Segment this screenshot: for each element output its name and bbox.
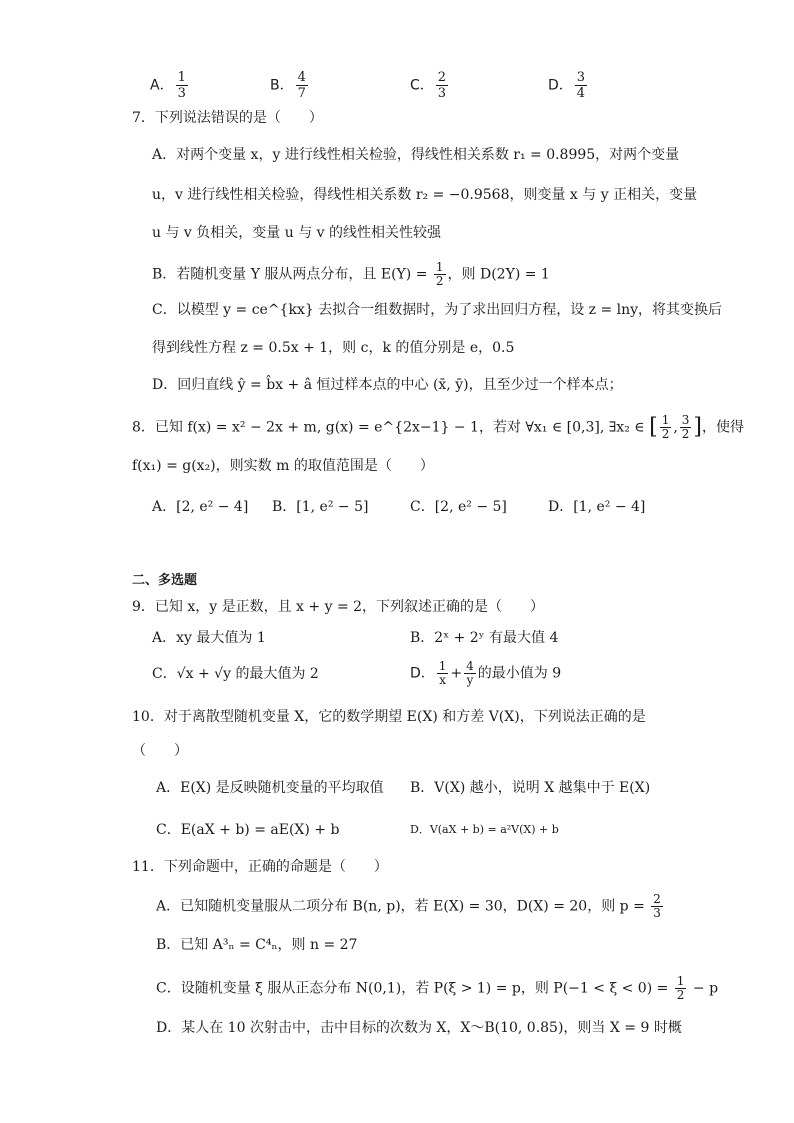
q7-option-a-line3: u 与 v 负相关，变量 u 与 v 的线性相关性较强 — [152, 225, 442, 241]
fraction: $\frac{1}{2}$ — [661, 413, 670, 441]
q7-option-b: B．若随机变量 Y 服从两点分布，且 E(Y) = $\frac{1}{2}$ ，则 D(2Y) = 1 — [152, 260, 550, 288]
q8-option-b: B．[1, e² − 5] — [272, 499, 369, 515]
q10-stem: 10．对于离散型随机变量 X，它的数学期望 E(X) 和方差 V(X)，下列说法正确的是 — [132, 709, 646, 725]
q8-option-d: D．[1, e² − 4] — [548, 499, 646, 515]
q11-stem: 11．下列命题中，正确的命题是（ ） — [132, 859, 388, 875]
q11-option-d: D．某人在 10 次射击中，击中目标的次数为 X，X～B(10, 0.85)，则当 X = 9 时概 — [156, 1020, 682, 1036]
fraction: $\frac{4}{7}$ — [297, 70, 306, 101]
q7-option-a-line2: u，v 进行线性相关检验，得线性相关系数 r₂ = −0.9568，则变量 x 与 y 正相关，变量 — [152, 187, 698, 203]
q6-option-c — [410, 70, 450, 101]
q9-stem: 9．已知 x，y 是正数，且 x + y = 2，下列叙述正确的是（ ） — [132, 599, 545, 615]
option-label: D． — [548, 77, 573, 94]
q7-option-a-line1: A．对两个变量 x，y 进行线性相关检验，得线性相关系数 r₁ = 0.8995，对两个变量 — [152, 147, 680, 163]
q11-option-a: A．已知随机变量服从二项分布 B(n, p)，若 E(X) = 30，D(X) = 20，则 p = $\frac{2}{3}$ — [156, 892, 661, 920]
option-label: A． — [150, 77, 174, 94]
fraction: $\frac{2}{3}$ — [653, 892, 661, 920]
q9-option-d: D． $\frac{1}{x}$ + $\frac{4}{y}$ 的最小值为 9 — [410, 659, 562, 687]
q6-option-b — [270, 70, 310, 101]
q8-option-a: A．[2, e² − 4] — [152, 499, 249, 515]
q10-option-a: A．E(X) 是反映随机变量的平均取值 — [156, 780, 384, 796]
option-label: B． — [270, 77, 294, 94]
q11-option-c: C．设随机变量 ξ 服从正态分布 N(0,1)，若 P(ξ > 1) = p，则 P(−1 < ξ < 0) = $\frac{1}{2}$ − p — [156, 974, 719, 1002]
q7-option-c-line2: 得到线性方程 z = 0.5x + 1，则 c，k 的值分别是 e，0.5 — [152, 340, 515, 356]
q6-option-d — [548, 70, 589, 101]
option-label: C． — [410, 77, 434, 94]
fraction: $\frac{2}{3}$ — [437, 70, 447, 101]
q7-option-c-line1: C．以模型 y = ce^{kx} 去拟合一组数据时，为了求出回归方程，设 z = lny，将其变换后 — [152, 302, 723, 318]
q10-option-d: D．V(aX + b) = a²V(X) + b — [410, 823, 559, 836]
fraction: $\frac{3}{4}$ — [576, 70, 586, 101]
q9-option-c: C．√x + √y 的最大值为 2 — [152, 666, 319, 682]
q11-option-b: B．已知 A³ₙ = C⁴ₙ，则 n = 27 — [156, 937, 358, 953]
section-title: 二、多选题 — [132, 573, 198, 588]
q9-option-b: B．2ˣ + 2ʸ 有最大值 4 — [410, 630, 559, 646]
q7-option-d: D．回归直线 ŷ = b̂x + â 恒过样本点的中心 (x̄, ȳ)，且至少过一个样本点； — [152, 377, 623, 393]
fraction: $\frac{3}{2}$ — [681, 413, 690, 441]
fraction: $\frac{1}{2}$ — [435, 260, 444, 288]
q7-stem: 7．下列说法错误的是（ ） — [132, 110, 323, 126]
q10-stem-paren: （ ） — [132, 743, 188, 759]
fraction: $\frac{4}{y}$ — [466, 659, 474, 687]
q8-stem: 8．已知 f(x) = x² − 2x + m, g(x) = e^{2x−1} − 1，若对 ∀x₁ ∈ [0,3], ∃x₂ ∈ [ $\frac{1}{2}$ , $\frac{3}{2}$ ]，使得 — [132, 413, 745, 441]
q9-option-a: A．xy 最大值为 1 — [152, 630, 266, 646]
fraction: $\frac{1}{2}$ — [676, 974, 685, 1002]
fraction: $\frac{1}{x}$ — [438, 659, 447, 687]
q8-option-c: C．[2, e² − 5] — [410, 499, 507, 515]
q8-stem-line2: f(x₁) = g(x₂)，则实数 m 的取值范围是（ ） — [132, 458, 434, 474]
q10-option-b: B．V(X) 越小，说明 X 越集中于 E(X) — [410, 780, 651, 796]
fraction: $\frac{1}{3}$ — [177, 70, 186, 101]
q10-option-c: C．E(aX + b) = aE(X) + b — [156, 822, 340, 838]
q6-option-a — [150, 70, 190, 101]
